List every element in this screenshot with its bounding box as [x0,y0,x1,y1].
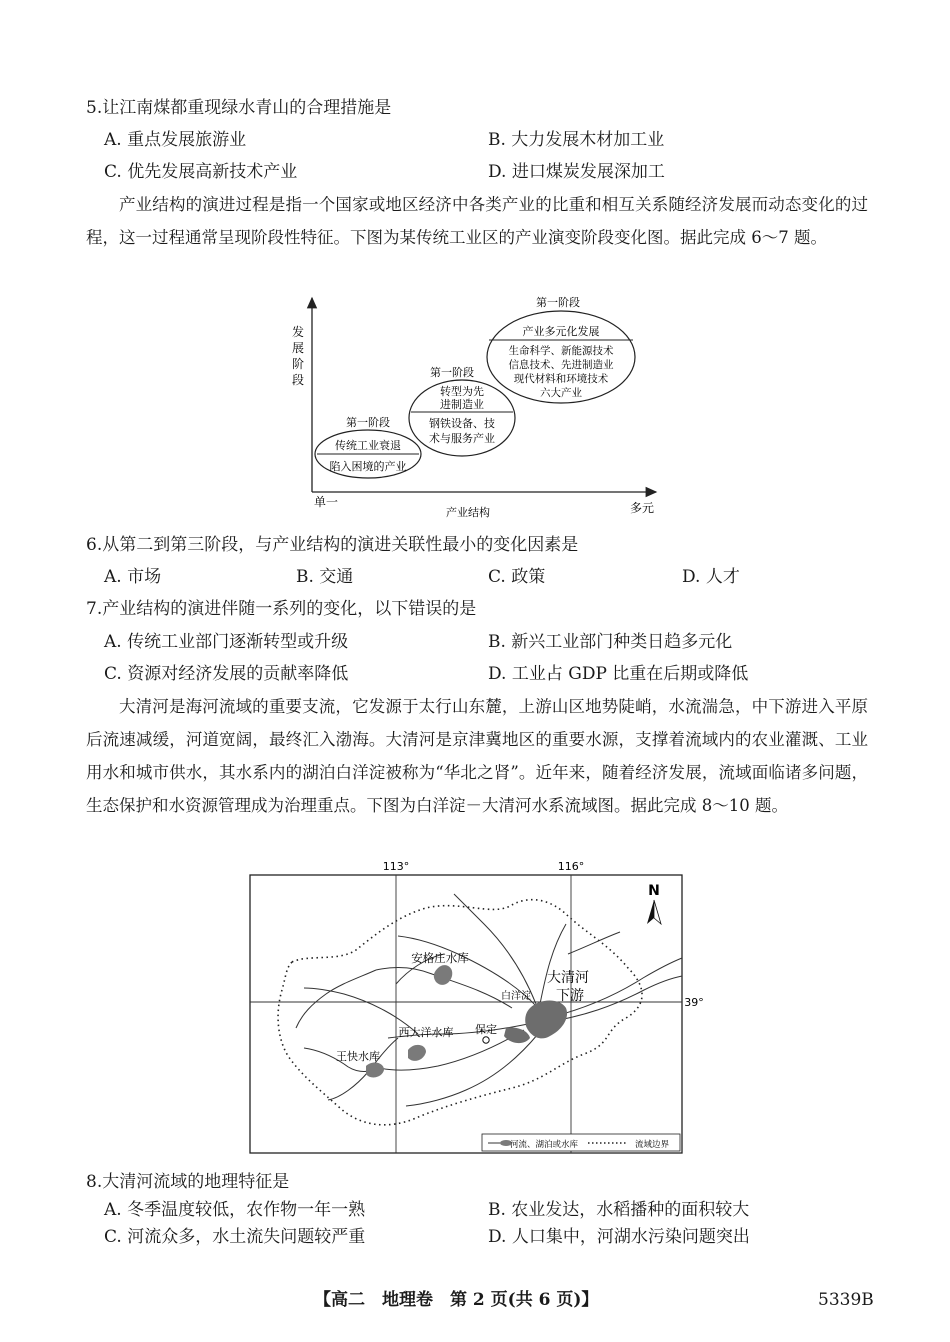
q8-option-a: A. 冬季温度较低，农作物一年一熟 [104,1200,366,1220]
stage3-line-2: 信息技术、先进制造业 [508,359,614,371]
x-end-label: 多元 [629,501,655,515]
baoding-city-marker [483,1037,489,1043]
stage2-bottom-text-2: 术与服务产业 [429,432,495,445]
stage3-line-1: 生命科学、新能源技术 [508,345,614,357]
q6-option-c: C. 政策 [488,567,546,587]
q6-option-a: A. 市场 [104,567,162,587]
stage2-title: 第一阶段 [430,366,474,379]
y-axis-label-2: 展 [291,341,305,355]
q7-stem: 7.产业结构的演进伴随一系列的变化，以下错误的是 [86,599,477,619]
q7-option-c: C. 资源对经济发展的贡献率降低 [104,664,349,684]
q8-stem: 8.大清河流域的地理特征是 [86,1172,290,1192]
stage1-bottom-text: 陷入困境的产业 [329,460,407,473]
x-start-label: 单一 [313,495,339,509]
latitude-39-label: 39° [684,996,704,1009]
stage3-line-3: 现代材料和环境技术 [513,373,609,385]
q7-option-a: A. 传统工业部门逐渐转型或升级 [104,632,349,652]
legend-river-text: 河流、湖泊或水库 [509,1140,579,1150]
stage2-top-text-2: 进制造业 [440,398,484,411]
q6-stem: 6.从第二到第三阶段，与产业结构的演进关联性最小的变化因素是 [86,535,579,555]
y-axis-label-4: 段 [291,373,305,387]
north-label: N [648,883,660,899]
q8-option-d: D. 人口集中，河湖水污染问题突出 [488,1227,750,1247]
map-frame [250,875,682,1153]
stage1-top-text: 传统工业衰退 [335,439,401,452]
wangkuai-label: 王快水库 [336,1050,380,1063]
page-footer: 【高二 地理卷 第 2 页(共 6 页)】 [314,1290,599,1310]
passage-daqing-river: 大清河是海河流域的重要支流，它发源于太行山东麓，上游山区地势陡峭，水流湍急，中下游进入平原后流速减缓，河道宽阔，最终汇入渤海。大清河是京津冀地区的重要水源，支撑着流域内的农业灌溉、工业用水和城市供水，其水系内的湖泊白洋淀被称为“华北之肾”。近年来，随着经济发展，流域面临诸多问题，生态保护和水资源管理成为治理重点。下图为白洋淀－大清河水系流域图。据此完成 8～10 题。 [86,697,868,815]
xidayang-label: 西大洋水库 [398,1026,454,1039]
longitude-116-label: 116° [557,860,585,873]
stage3-line-4: 六大产业 [540,387,582,399]
stage1-title: 第一阶段 [346,416,390,429]
stage3-title: 第一阶段 [536,296,580,309]
q8-option-b: B. 农业发达，水稻播种的面积较大 [488,1200,750,1220]
q5-option-b: B. 大力发展木材加工业 [488,130,665,150]
baiyangdian-label: 白洋淀 [501,991,531,1002]
q5-option-d: D. 进口煤炭发展深加工 [488,162,665,182]
q5-option-a: A. 重点发展旅游业 [104,130,247,150]
longitude-113-label: 113° [382,860,410,873]
daqinghe-label: 大清河 [547,970,589,986]
daqing-river-basin-map [248,858,708,1156]
anxinzhuang-label: 安格庄水库 [411,951,469,965]
q7-option-d: D. 工业占 GDP 比重在后期或降低 [488,664,749,684]
y-axis-label-3: 阶 [291,357,305,371]
x-axis-label: 产业结构 [446,506,490,519]
paper-code: 5339B [818,1290,874,1310]
stage2-top-text-1: 转型为先 [440,385,484,398]
q6-option-b: B. 交通 [296,567,354,587]
stage3-top-text: 产业多元化发展 [522,325,600,338]
q5-option-c: C. 优先发展高新技术产业 [104,162,298,182]
passage-industry-structure: 产业结构的演进过程是指一个国家或地区经济中各类产业的比重和相互关系随经济发展而动态变化的过程，这一过程通常呈现阶段性特征。下图为某传统工业区的产业演变阶段变化图。据此完成 6～7 题。 [86,195,868,247]
daqinghe-downstream-label: 下游 [556,988,584,1004]
q8-option-c: C. 河流众多，水土流失问题较严重 [104,1227,366,1247]
y-axis-label-1: 发 [291,325,305,339]
baoding-label: 保定 [475,1023,497,1036]
q7-option-b: B. 新兴工业部门种类日趋多元化 [488,632,733,652]
industry-stage-diagram [280,290,670,522]
q5-stem: 5.让江南煤都重现绿水青山的合理措施是 [86,98,392,118]
stage2-bottom-text-1: 钢铁设备、技 [429,417,495,430]
q6-option-d: D. 人才 [682,567,740,587]
legend-boundary-text: 流域边界 [634,1140,670,1150]
